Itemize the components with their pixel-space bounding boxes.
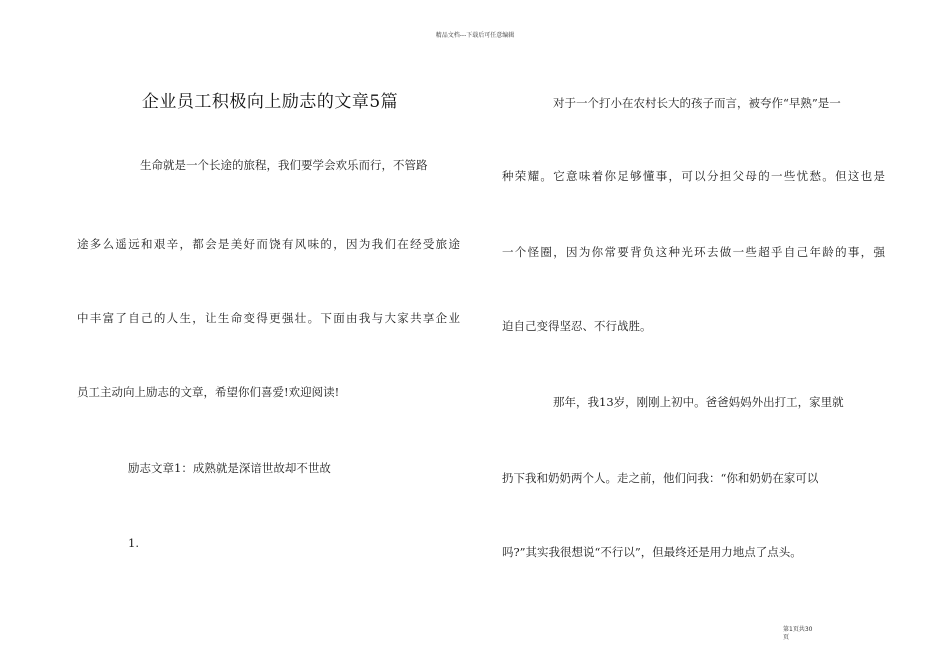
header-note: 精品文档---下载后可任意编辑: [435, 32, 515, 39]
paragraph-line: 吗?”其实我很想说“不行以”，但最终还是用力地点了点头。: [502, 545, 802, 559]
paragraph-line: 迫自己变得坚忍、不行战胜。: [502, 319, 652, 333]
page-number: [783, 626, 833, 642]
section-heading: 励志文章1：成熟就是深谙世故却不世故: [128, 461, 331, 475]
paragraph-line: 对于一个打小在农村长大的孩子而言，被夸作“早熟”是一: [553, 96, 841, 110]
paragraph-line: 一个怪圈，因为你常要背负这种光环去做一些超乎自己年龄的事，强: [502, 245, 885, 259]
section-number: 1.: [128, 536, 139, 550]
paragraph-line: 那年，我13岁，刚刚上初中。爸爸妈妈外出打工，家里就: [553, 395, 844, 409]
page-number-line: 第1页共30: [783, 626, 813, 633]
paragraph-line: 途多么遥远和艰辛，都会是美好而饶有风味的，因为我们在经受旅途: [77, 237, 460, 251]
paragraph-line: 扔下我和奶奶两个人。走之前，他们问我：“你和奶奶在家可以: [502, 471, 819, 485]
document-title: 企业员工积极向上励志的文章5篇: [141, 92, 399, 112]
paragraph-line: 员工主动向上励志的文章，希望你们喜爱!欢迎阅读!: [77, 385, 340, 399]
paragraph-line: 中丰富了自己的人生，让生命变得更强壮。下面由我与大家共享企业: [77, 311, 460, 325]
paragraph-line: 种荣耀。它意味着你足够懂事，可以分担父母的一些忧愁。但这也是: [502, 169, 885, 183]
paragraph-line: 生命就是一个长途的旅程，我们要学会欢乐而行，不管路: [140, 158, 428, 172]
page-number-line: 页: [783, 634, 790, 641]
